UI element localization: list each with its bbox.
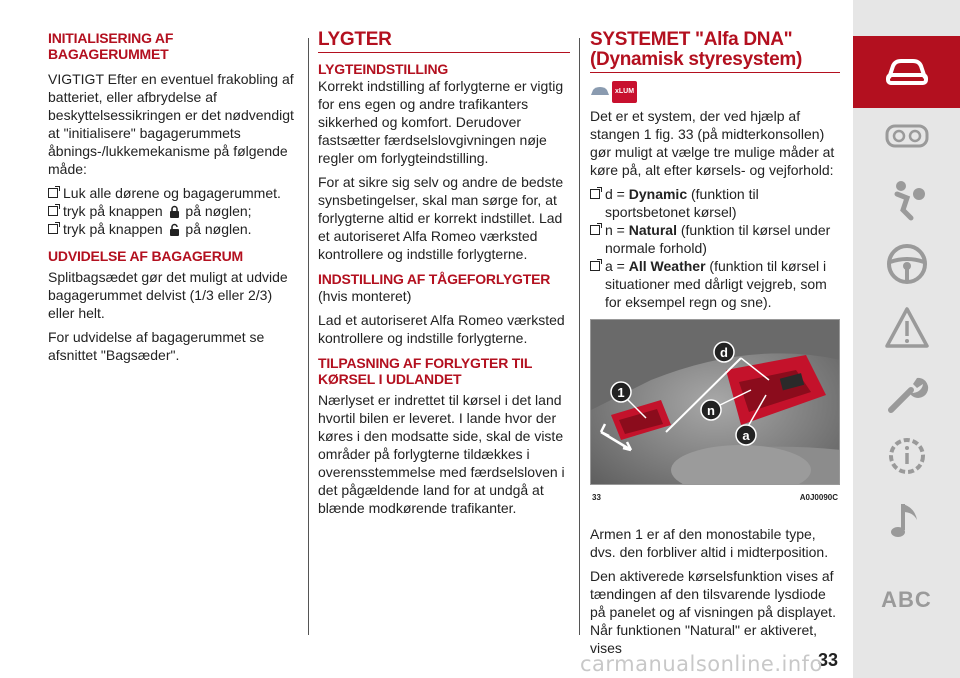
- sidebar-item-technical[interactable]: [853, 420, 960, 492]
- dna-selector-illustration: [591, 320, 840, 485]
- dna-selector-figure: [590, 319, 840, 485]
- paragraph-dna-led: Den aktiverede kørselsfunktion vises af tændingen af den tilsvarende lysdiode på panelet og af visningen på displayet. Når funktionen "Natural" er aktiveret, vises: [590, 568, 836, 656]
- sidebar-item-multimedia[interactable]: [853, 484, 960, 556]
- section-title-dna: SYSTEMET "Alfa DNA": [590, 29, 793, 50]
- sidebar-item-dashboard[interactable]: [853, 100, 960, 172]
- paragraph-trunk-extend: Splitbagsædet gør det muligt at udvide bagagerummet delvist (1/3 eller 2/3) eller helt.: [48, 269, 288, 321]
- paragraph-headlight-2: For at sikre sig selv og andre de bedste synsbetingelser, skal man sørge for, at forlygterne altid er korrekt indstillet. Lad et autoriseret Alfa Romeo værksted kontrollere og indstille forlygterne.: [318, 174, 564, 262]
- mode-key: a =: [605, 258, 625, 274]
- chapter-sidebar: [853, 0, 960, 678]
- paragraph-dna-arm: Armen 1 er af den monostabile type, dvs. den forbliver altid i midterposition.: [590, 526, 829, 560]
- checkbox-bullet-icon: [590, 189, 600, 199]
- column-trunk: [48, 30, 296, 370]
- sidebar-item-safety[interactable]: [853, 164, 960, 236]
- column-dna: [590, 30, 840, 663]
- svg-text:a: a: [742, 428, 750, 443]
- callout-n: [701, 400, 721, 420]
- callout-1: [611, 382, 631, 402]
- svg-text:1: 1: [617, 385, 625, 400]
- list-item: [590, 257, 840, 311]
- checkbox-bullet-icon: [48, 188, 58, 198]
- heading-abroad: TILPASNING AF FORLYGTER TIL KØRSEL I UDLANDET: [318, 355, 532, 387]
- watermark: carmanualsonline.info: [580, 652, 823, 676]
- list-item: [590, 221, 840, 257]
- mode-desc: (funktion til kørsel i situationer med dårligt vejgreb, som for eksempel regn og sne).: [605, 258, 827, 310]
- mode-name: Dynamic: [628, 186, 688, 202]
- list-item: [48, 202, 296, 220]
- paragraph-fog: Lad et autoriseret Alfa Romeo værksted kontrollere og indstille forlygterne.: [318, 312, 565, 346]
- title-rule: [590, 72, 840, 73]
- mode-desc: (funktion til kørsel under normale forhold): [605, 222, 831, 256]
- callout-a: [736, 425, 756, 445]
- heading-headlight-adjust: LYGTEINDSTILLING: [318, 61, 449, 77]
- steering-wheel-icon: [883, 240, 931, 288]
- dashboard-icon: [883, 112, 931, 160]
- title-rule: [318, 52, 570, 53]
- list-item: [48, 184, 296, 202]
- list-item: [590, 185, 840, 221]
- paragraph-trunk-init: VIGTIGT Efter en eventuel frakobling af batteriet, eller afbrydelse af beskyttelsessikringen er det nødvendigt at "initialisere" bagagerummets åbnings-/lukkemekanisme på følgende måde:: [48, 71, 294, 177]
- heading-fog-lights: INDSTILLING AF TÅGEFORLYGTER: [318, 271, 551, 287]
- section-subtitle-dna: (Dynamisk styresystem): [590, 49, 803, 70]
- car-version-icon: [590, 85, 610, 97]
- figure-number: 33: [592, 493, 601, 502]
- mode-key: n =: [605, 222, 625, 238]
- checkbox-bullet-icon: [590, 261, 600, 271]
- section-title-lights: LYGTER: [318, 29, 392, 50]
- index-abc-label: ABC: [881, 587, 932, 612]
- music-note-icon: [883, 496, 931, 544]
- checkbox-bullet-icon: [48, 206, 58, 216]
- lock-icon: [169, 205, 180, 218]
- heading-trunk-extend: UDVIDELSE AF BAGAGERUM: [48, 248, 243, 264]
- version-badge: xLUM: [612, 81, 637, 103]
- bullet-text: tryk på knappen: [63, 221, 163, 237]
- svg-text:n: n: [707, 403, 715, 418]
- sidebar-item-maintenance[interactable]: [853, 356, 960, 428]
- mode-name: Natural: [628, 222, 677, 238]
- info-gear-icon: [883, 432, 931, 480]
- sidebar-item-index[interactable]: [853, 564, 960, 636]
- warning-triangle-icon: [883, 304, 931, 352]
- paragraph-headlight-1: Korrekt indstilling af forlygterne er vigtig for ens egen og andre trafikanters sikkerhed og komfort. Derudover fastsætter færdselslovgivningen nøje regler om forlygteindstilling.: [318, 78, 564, 166]
- unlock-icon: [169, 223, 180, 236]
- sidebar-item-emergency[interactable]: [853, 292, 960, 364]
- sidebar-item-car[interactable]: [853, 36, 960, 108]
- paragraph-abroad: Nærlyset er indrettet til kørsel i det land hvortil bilen er leveret. I lande hvor der køres i den modsatte side, skal de viste områder på forlygterne tildækkes i overensstemmelse med færdselsloven i det pågældende land for at undgå at blænde modkørende trafikanter.: [318, 392, 565, 516]
- figure-caption: [590, 489, 840, 507]
- wrench-icon: [883, 368, 931, 416]
- bullet-text: på nøglen.: [185, 221, 252, 237]
- heading-fog-sub: (hvis monteret): [318, 288, 412, 304]
- bullet-text: Luk alle dørene og bagagerummet.: [63, 185, 281, 201]
- figure-code: A0J0090C: [799, 493, 838, 502]
- airbag-icon: [883, 176, 931, 224]
- mode-key: d =: [605, 186, 625, 202]
- mode-name: All Weather: [628, 258, 706, 274]
- car-icon: [883, 48, 931, 96]
- sidebar-item-driving[interactable]: [853, 228, 960, 300]
- column-divider: [308, 38, 309, 635]
- list-item: [48, 220, 296, 238]
- checkbox-bullet-icon: [48, 224, 58, 234]
- mode-desc: (funktion til sportsbetonet kørsel): [605, 186, 759, 220]
- heading-trunk-init: INITIALISERING AF BAGAGERUMMET: [48, 30, 174, 62]
- checkbox-bullet-icon: [590, 225, 600, 235]
- bullet-text: på nøglen;: [185, 203, 252, 219]
- page-number: 33: [818, 650, 839, 670]
- paragraph-dna-intro: Det er et system, der ved hjælp af stangen 1 fig. 33 (på midterkonsollen) gør muligt at vælge tre mulige måder at køre på, alt efter kørsels- og vejforhold:: [590, 108, 835, 178]
- column-lights: [318, 30, 570, 523]
- column-divider: [579, 38, 580, 635]
- callout-d: [714, 342, 734, 362]
- paragraph-trunk-ref: For udvidelse af bagagerummet se afsnittet "Bagsæder".: [48, 329, 265, 363]
- bullet-text: tryk på knappen: [63, 203, 163, 219]
- svg-text:d: d: [720, 345, 728, 360]
